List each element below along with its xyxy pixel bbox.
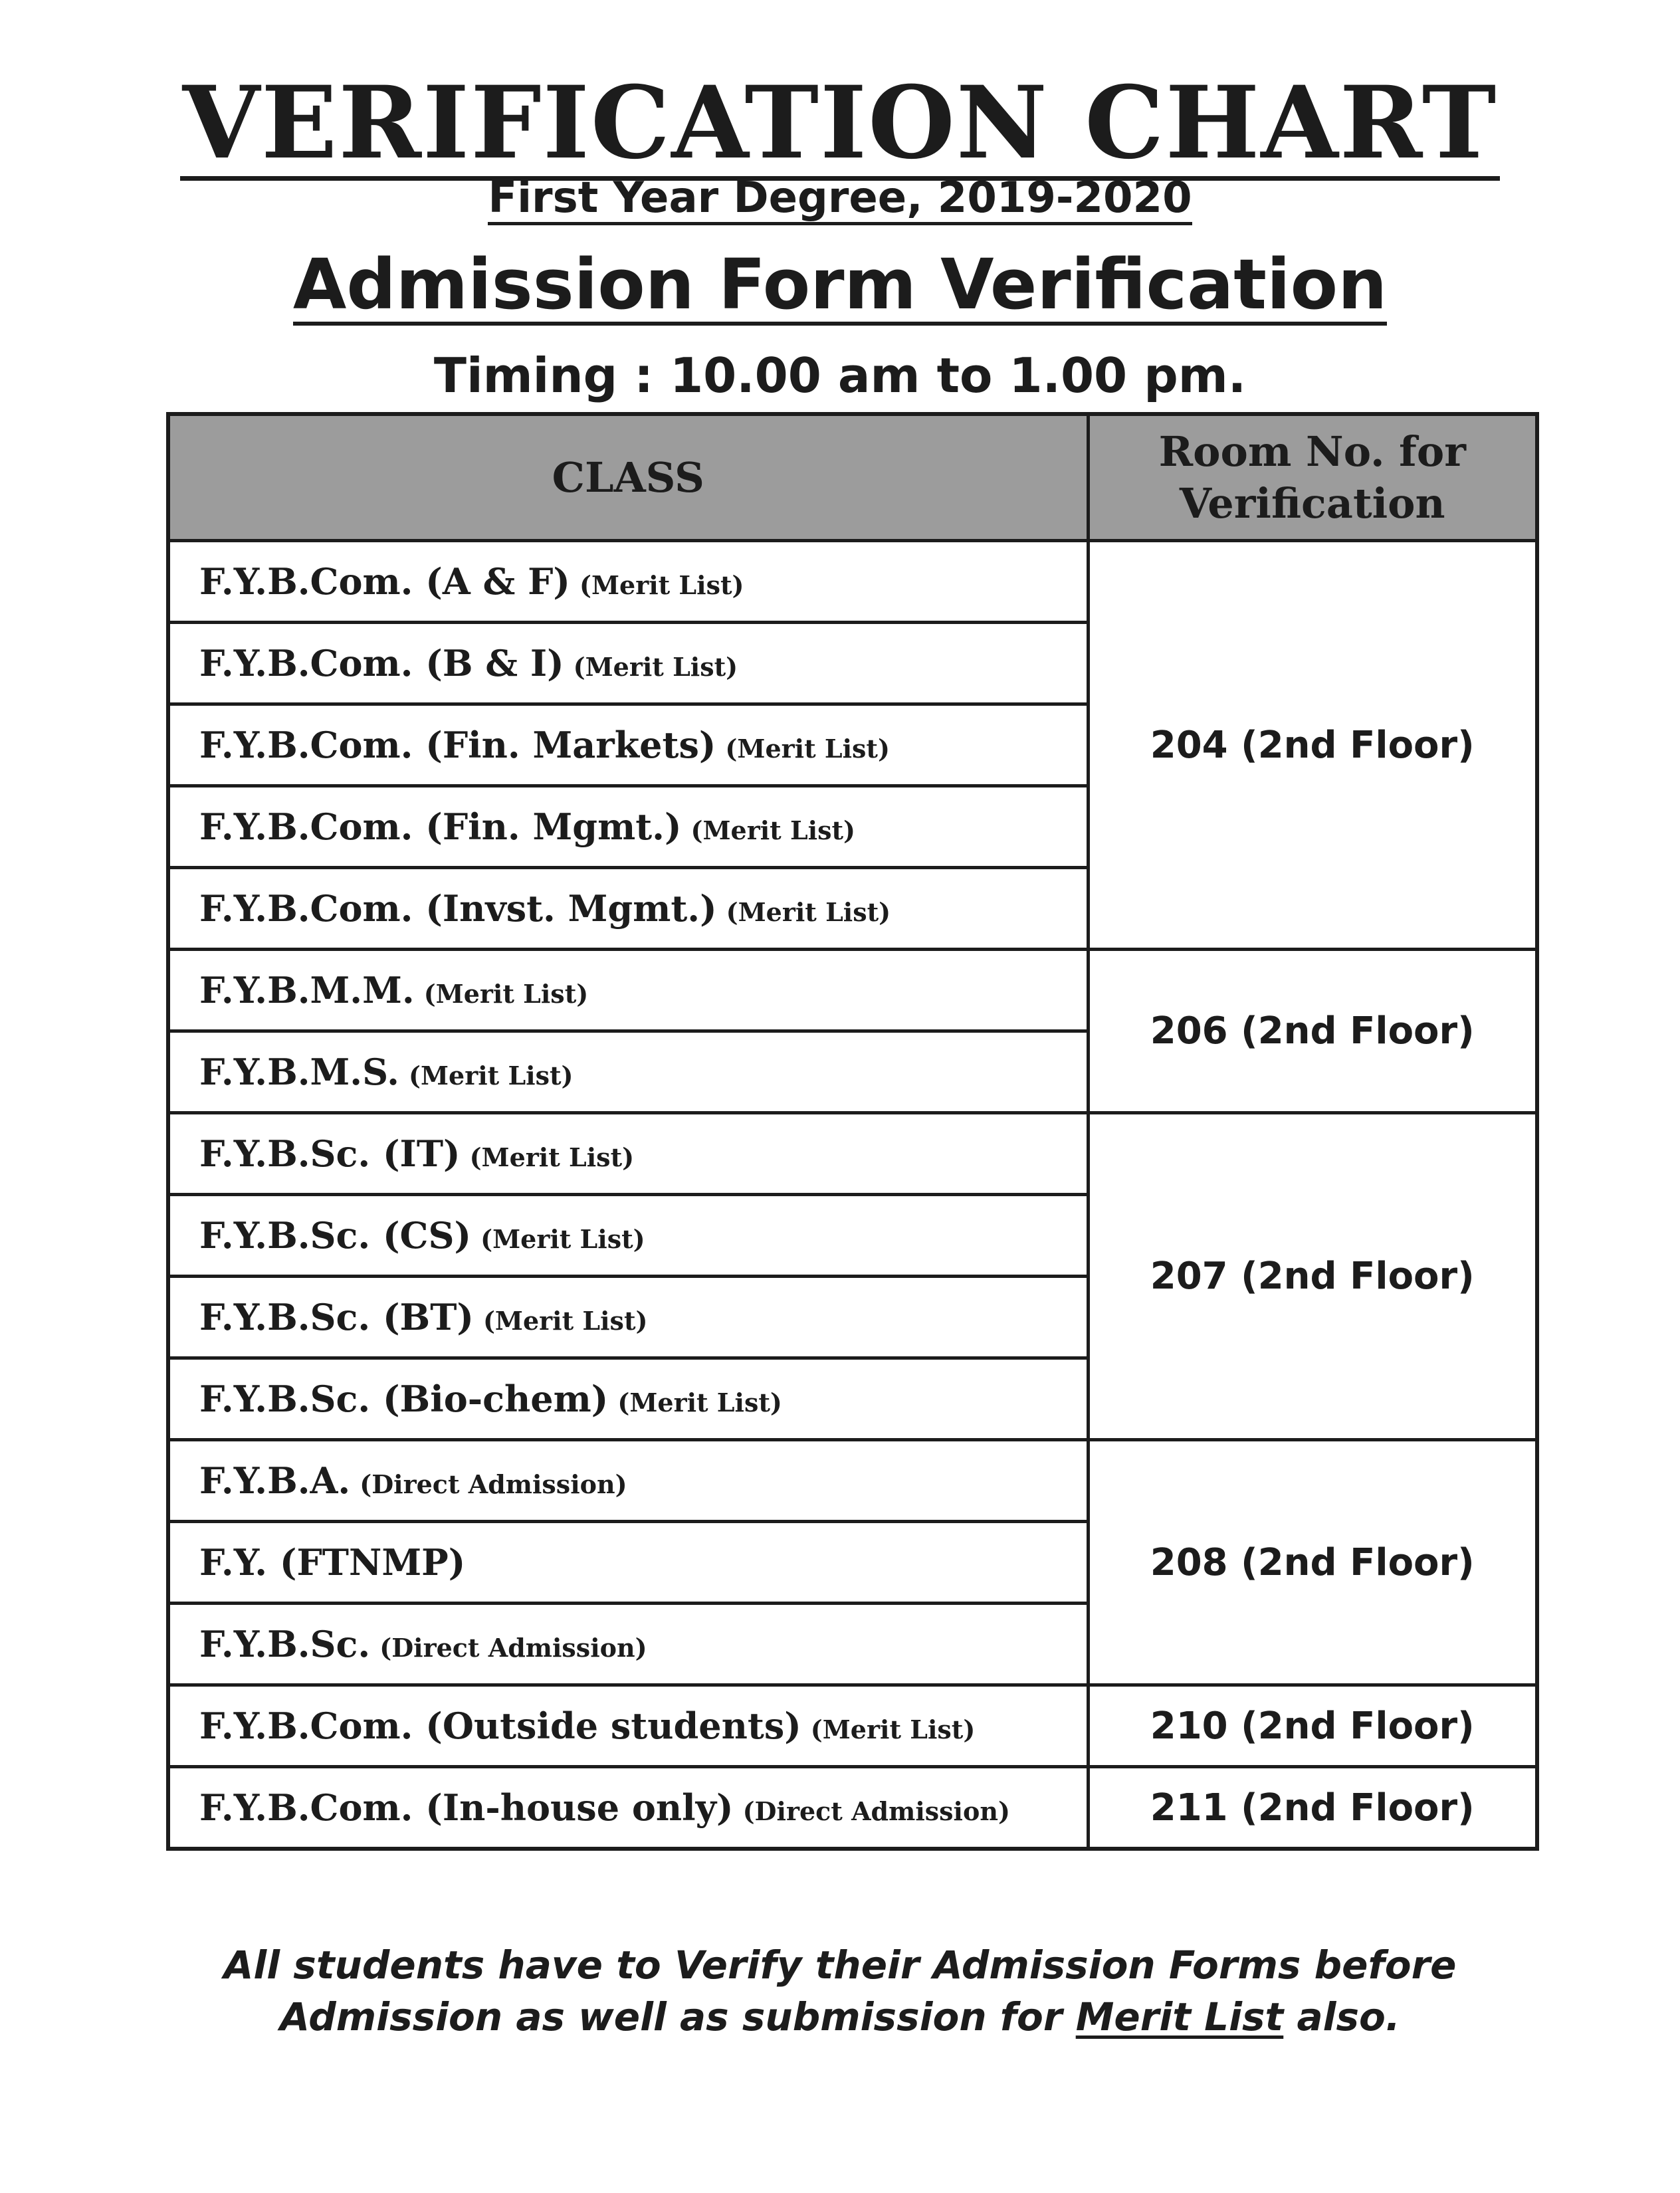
table-row [168,1685,1537,1767]
class-name: F.Y.B.A. [199,1459,351,1502]
verification-table [166,412,1539,1851]
class-cell [168,1522,1088,1604]
class-note: (Merit List) [617,1388,782,1417]
class-name: F.Y. (FTNMP) [199,1541,466,1584]
page-subtitle [0,171,1680,225]
class-cell [168,1685,1088,1767]
class-note: (Merit List) [480,1224,645,1254]
class-note: (Merit List) [408,1061,574,1091]
footer-merit-list: Merit List [1075,1994,1284,2039]
class-note: (Merit List) [579,570,744,600]
class-note: (Merit List) [690,815,856,845]
class-note: (Merit List) [482,1306,648,1336]
class-cell [168,1277,1088,1358]
class-note: (Direct Admission) [360,1469,627,1499]
room-cell: 211 (2nd Floor) [1088,1767,1537,1849]
table-header-row [168,414,1537,541]
class-name: F.Y.B.Com. (Fin. Mgmt.) [199,805,682,848]
class-cell [168,950,1088,1031]
class-name: F.Y.B.Sc. (BT) [199,1296,474,1338]
table-row [168,541,1537,623]
class-note: (Merit List) [810,1715,976,1744]
header-room [1088,414,1537,541]
class-cell [168,623,1088,704]
class-note: (Merit List) [726,897,891,927]
timing-text: Timing : 10.00 am to 1.00 pm. [433,348,1247,403]
room-cell: 207 (2nd Floor) [1088,1113,1537,1440]
room-cell: 208 (2nd Floor) [1088,1440,1537,1685]
class-name: F.Y.B.M.S. [199,1051,399,1093]
class-cell [168,541,1088,623]
table-row [168,1113,1537,1195]
class-name: F.Y.B.Com. (In-house only) [199,1786,734,1829]
class-name: F.Y.B.Com. (Outside students) [199,1705,801,1747]
footer-line2-end: also. [1297,1994,1400,2039]
class-cell [168,1031,1088,1113]
table-row [168,1767,1537,1849]
class-cell [168,1440,1088,1522]
class-cell [168,1113,1088,1195]
section-title-text: Admission Form Verification [292,244,1388,325]
class-name: F.Y.B.Sc. [199,1623,371,1665]
class-cell [168,1604,1088,1685]
footer-note [0,1939,1680,2043]
class-note: (Merit List) [573,652,738,682]
class-name: F.Y.B.M.M. [199,969,415,1011]
footer-line2 [0,1991,1680,2043]
table-row [168,1440,1537,1522]
class-cell [168,704,1088,786]
class-name: F.Y.B.Com. (Fin. Markets) [199,724,716,766]
class-cell [168,786,1088,868]
class-note: (Merit List) [469,1142,635,1172]
class-name: F.Y.B.Com. (A & F) [199,560,570,603]
header-room-line2: Verification [1179,478,1445,528]
class-cell [168,1195,1088,1277]
class-note: (Direct Admission) [742,1796,1010,1826]
class-name: F.Y.B.Sc. (CS) [199,1214,472,1257]
table-row [168,950,1537,1031]
class-name: F.Y.B.Com. (B & I) [199,642,564,684]
class-note: (Direct Admission) [379,1633,647,1663]
class-name: F.Y.B.Sc. (Bio-chem) [199,1378,609,1420]
header-room-line1: Room No. for [1158,427,1466,476]
room-cell: 210 (2nd Floor) [1088,1685,1537,1767]
class-cell [168,868,1088,950]
footer-line2-start: Admission as well as submission for [280,1994,1063,2039]
class-cell [168,1767,1088,1849]
class-cell [168,1358,1088,1440]
section-title [0,245,1680,326]
room-cell: 204 (2nd Floor) [1088,541,1537,950]
class-note: (Merit List) [423,979,589,1009]
page-title [0,63,1680,183]
class-name: F.Y.B.Sc. (IT) [199,1132,461,1175]
footer-line1: All students have to Verify their Admission Forms before [223,1942,1457,1988]
room-cell: 206 (2nd Floor) [1088,950,1537,1113]
class-note: (Merit List) [725,734,890,764]
header-class: CLASS [168,414,1088,541]
page-subtitle-text: First Year Degree, 2019-2020 [488,174,1192,225]
page-title-text: VERIFICATION CHART [180,70,1501,181]
class-name: F.Y.B.Com. (Invst. Mgmt.) [199,887,717,930]
